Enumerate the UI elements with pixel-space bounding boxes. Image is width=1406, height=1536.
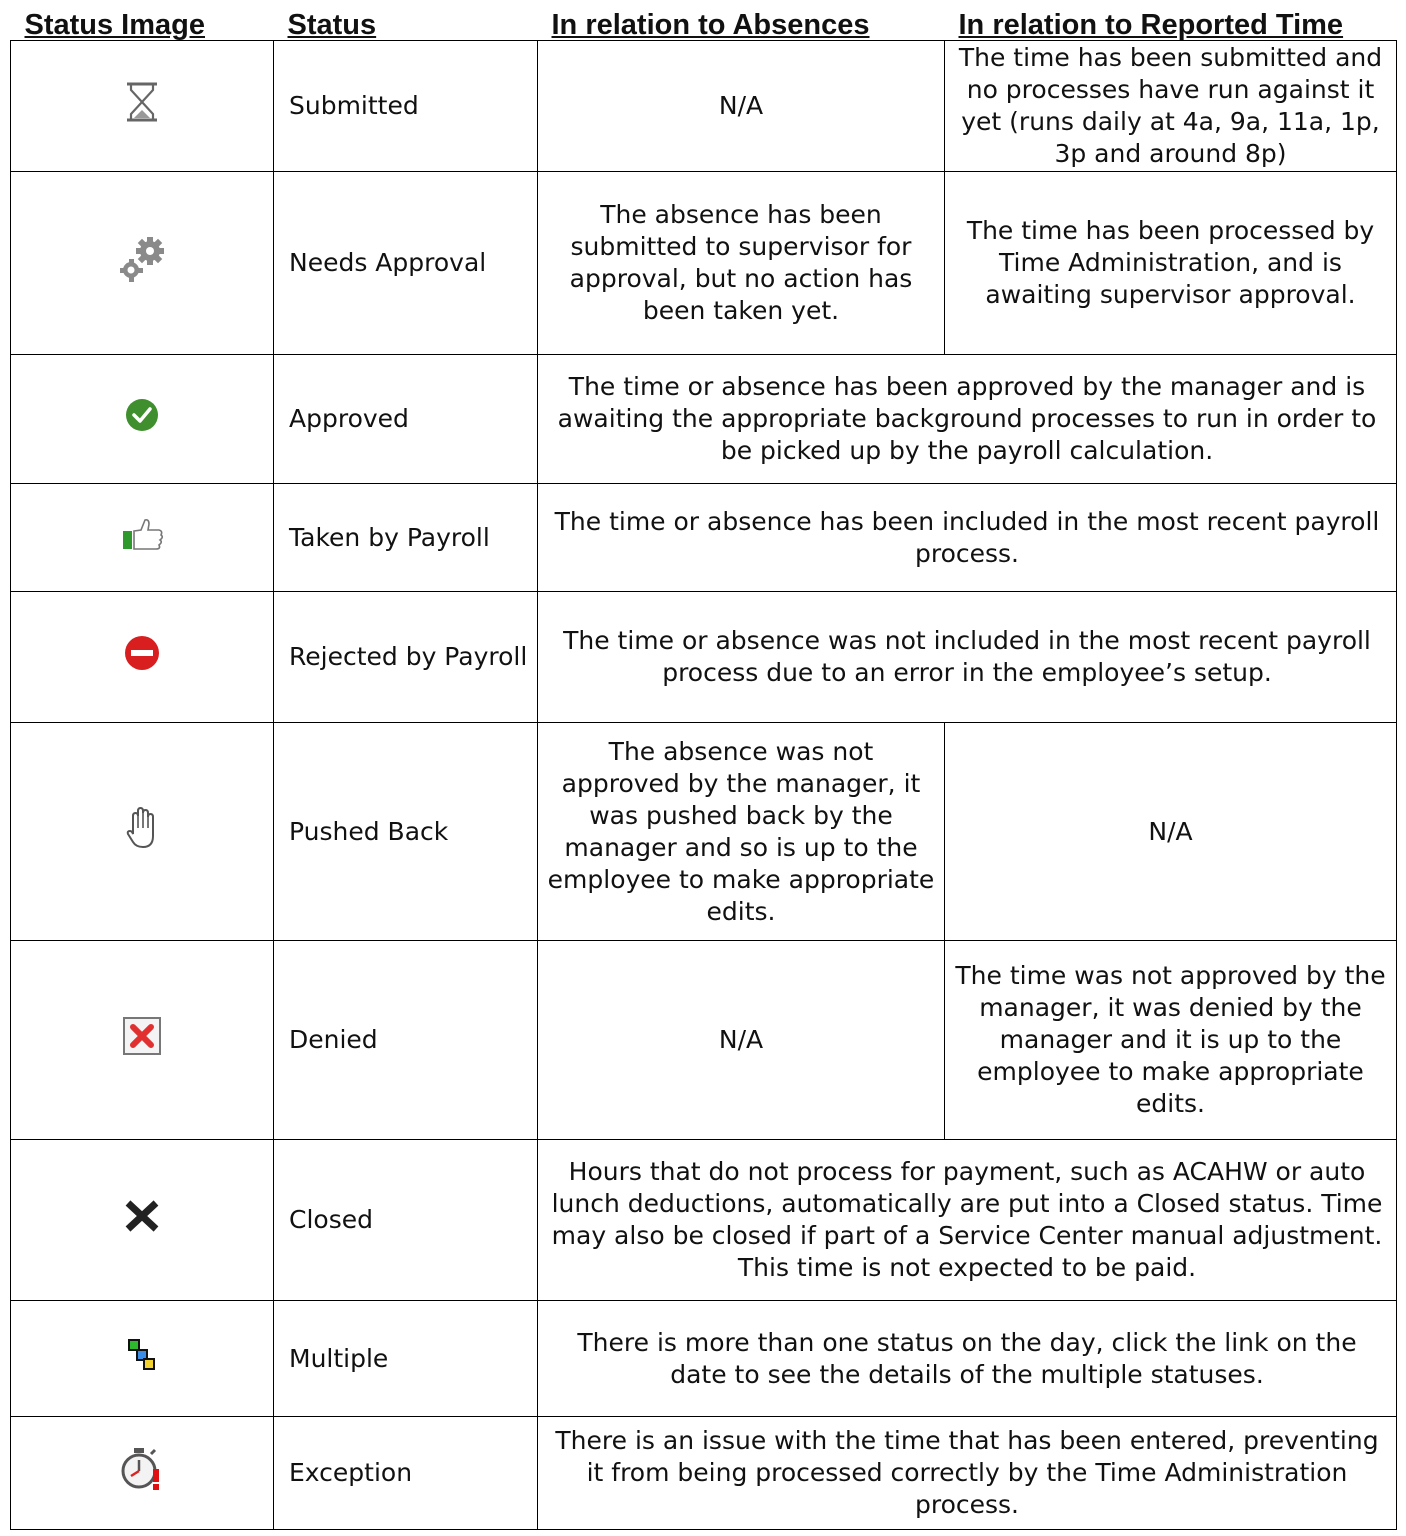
table-row xyxy=(11,355,1397,484)
black-x-icon xyxy=(123,1199,161,1241)
gears-icon xyxy=(116,233,168,293)
status-label: Approved xyxy=(274,355,538,484)
combined-description-cell: There is an issue with the time that has been entered, preventing it from being processed correctly by the Time Administration process. xyxy=(538,1417,1397,1530)
header-absences: In relation to Absences xyxy=(538,10,945,41)
status-image-cell xyxy=(11,1140,274,1301)
table-row xyxy=(11,723,1397,941)
table-row xyxy=(11,41,1397,172)
table-row xyxy=(11,1301,1397,1417)
status-image-cell xyxy=(11,941,274,1140)
status-label: Pushed Back xyxy=(274,723,538,941)
hourglass-icon xyxy=(124,81,160,131)
header-reported-time: In relation to Reported Time xyxy=(945,10,1397,41)
absences-cell: The absence has been submitted to supervisor for approval, but no action has been taken yet. xyxy=(538,172,945,355)
table-row xyxy=(11,1140,1397,1301)
status-image-cell xyxy=(11,592,274,723)
header-row xyxy=(11,10,1397,41)
header-status: Status xyxy=(274,10,538,41)
status-image-cell xyxy=(11,1417,274,1530)
status-label: Denied xyxy=(274,941,538,1140)
reported-time-cell: N/A xyxy=(945,723,1397,941)
red-x-box-icon xyxy=(122,1016,162,1064)
status-label: Exception xyxy=(274,1417,538,1530)
table-row xyxy=(11,484,1397,592)
status-image-cell xyxy=(11,172,274,355)
status-image-cell xyxy=(11,484,274,592)
combined-description-cell: The time or absence was not included in the most recent payroll process due to an error in the employee’s setup. xyxy=(538,592,1397,723)
status-label: Submitted xyxy=(274,41,538,172)
reported-time-cell: The time was not approved by the manager, it was denied by the manager and it is up to the employee to make appropriate edits. xyxy=(945,941,1397,1140)
absences-cell: N/A xyxy=(538,941,945,1140)
reported-time-cell: The time has been processed by Time Administration, and is awaiting supervisor approval. xyxy=(945,172,1397,355)
status-label: Multiple xyxy=(274,1301,538,1417)
absences-cell: The absence was not approved by the manager, it was pushed back by the manager and so is up to the employee to make appropriate edits. xyxy=(538,723,945,941)
combined-description-cell: The time or absence has been included in the most recent payroll process. xyxy=(538,484,1397,592)
table-row xyxy=(11,592,1397,723)
table-row xyxy=(11,941,1397,1140)
status-label: Rejected by Payroll xyxy=(274,592,538,723)
reported-time-cell: The time has been submitted and no processes have run against it yet (runs daily at 4a, 9a, 11a, 1p, 3p and around 8p) xyxy=(945,41,1397,172)
combined-description-cell: Hours that do not process for payment, such as ACAHW or auto lunch deductions, automatically are put into a Closed status. Time may also be closed if part of a Service Center manual adjustment. This time is not expected to be paid. xyxy=(538,1140,1397,1301)
multiple-squares-icon xyxy=(127,1338,157,1380)
status-image-cell xyxy=(11,1301,274,1417)
status-image-cell xyxy=(11,355,274,484)
status-label: Taken by Payroll xyxy=(274,484,538,592)
header-status-image: Status Image xyxy=(11,10,274,41)
table-row xyxy=(11,1417,1397,1530)
table-row xyxy=(11,172,1397,355)
status-image-cell xyxy=(11,41,274,172)
thumbs-up-icon xyxy=(119,517,165,559)
status-label: Needs Approval xyxy=(274,172,538,355)
green-check-icon xyxy=(125,398,159,440)
no-entry-icon xyxy=(124,635,160,679)
status-image-cell xyxy=(11,723,274,941)
status-label: Closed xyxy=(274,1140,538,1301)
absences-cell: N/A xyxy=(538,41,945,172)
hand-stop-icon xyxy=(125,806,159,858)
stopwatch-exclamation-icon xyxy=(119,1446,165,1500)
combined-description-cell: There is more than one status on the day, click the link on the date to see the details of the multiple statuses. xyxy=(538,1301,1397,1417)
status-table xyxy=(10,10,1397,1530)
combined-description-cell: The time or absence has been approved by the manager and is awaiting the appropriate background processes to run in order to be picked up by the payroll calculation. xyxy=(538,355,1397,484)
